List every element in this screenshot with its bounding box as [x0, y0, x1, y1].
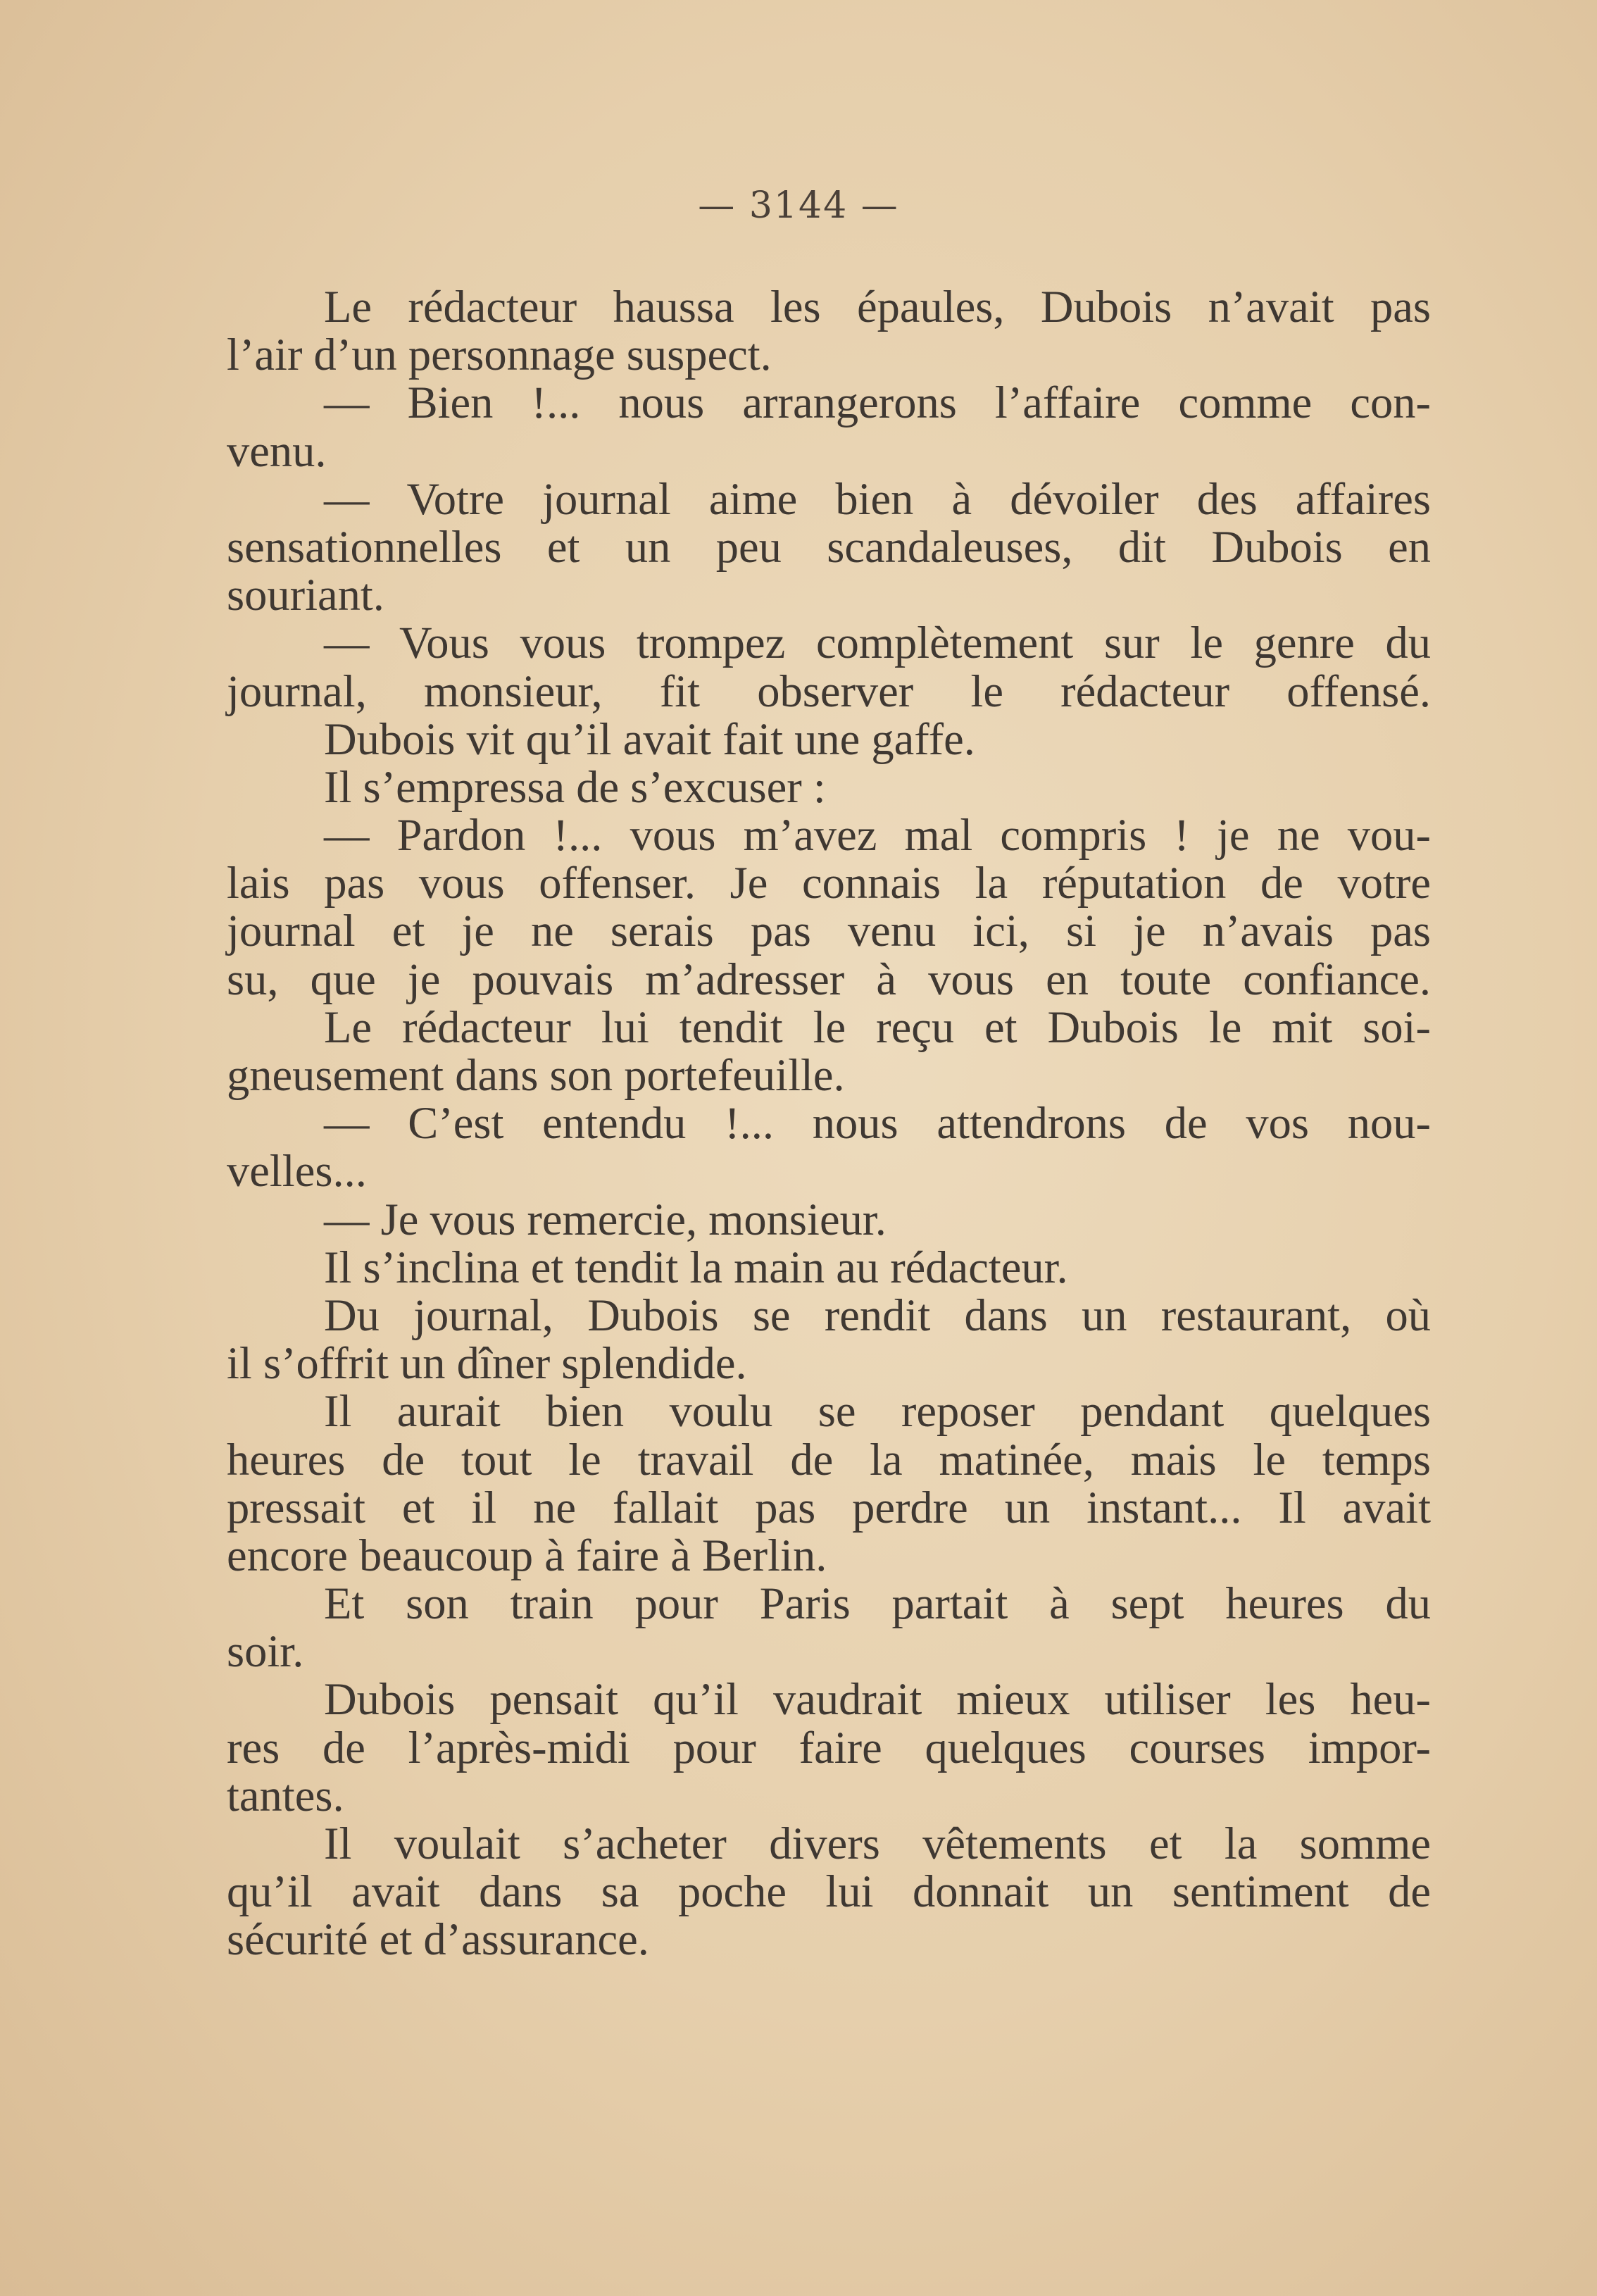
text-line: sécurité et d’assurance. — [227, 1914, 649, 1965]
text-line: Dubois pensait qu’il vaudrait mieux utiliser les heu- — [324, 1674, 1431, 1725]
text-line: il s’offrit un dîner splendide. — [227, 1338, 747, 1389]
text-line: Il s’empressa de s’excuser : — [324, 761, 826, 812]
text-line: Du journal, Dubois se rendit dans un restaurant, où — [324, 1290, 1431, 1340]
page-number: — 3144 — — [698, 185, 899, 227]
text-line: souriant. — [227, 570, 384, 620]
text-line: su, que je pouvais m’adresser à vous en toute confiance. — [227, 954, 1431, 1004]
text-line: journal et je ne serais pas venu ici, si je n’avais pas — [227, 906, 1431, 956]
text-line: tantes. — [227, 1770, 344, 1821]
text-line: venu. — [227, 425, 327, 476]
text-line: Il aurait bien voulu se reposer pendant quelques — [324, 1386, 1431, 1437]
text-line: Dubois vit qu’il avait fait une gaffe. — [324, 713, 975, 764]
text-line: gneusement dans son portefeuille. — [227, 1050, 845, 1100]
text-line: Le rédacteur lui tendit le reçu et Dubois le mit soi- — [324, 1002, 1431, 1052]
text-line: encore beaucoup à faire à Berlin. — [227, 1530, 827, 1580]
text-line: — Vous vous trompez complètement sur le genre du — [324, 618, 1431, 668]
text-line: — Je vous remercie, monsieur. — [324, 1194, 887, 1244]
body-text — [227, 283, 1431, 1964]
text-line: journal, monsieur, fit observer le rédacteur offensé. — [227, 666, 1431, 716]
text-line: — Pardon !... vous m’avez mal compris ! je ne vou- — [324, 810, 1431, 861]
text-line: Il voulait s’acheter divers vêtements et la somme — [324, 1818, 1431, 1868]
text-line: heures de tout le travail de la matinée, mais le temps — [227, 1434, 1431, 1485]
text-line: lais pas vous offenser. Je connais la réputation de votre — [227, 858, 1431, 909]
text-line: soir. — [227, 1626, 304, 1677]
text-line: pressait et il ne fallait pas perdre un instant... Il avait — [227, 1482, 1431, 1533]
text-line: velles... — [227, 1146, 367, 1197]
text-line: sensationnelles et un peu scandaleuses, dit Dubois en — [227, 521, 1431, 572]
text-line: res de l’après-midi pour faire quelques courses impor- — [227, 1722, 1431, 1773]
text-line: Il s’inclina et tendit la main au rédacteur. — [324, 1242, 1068, 1292]
text-line: l’air d’un personnage suspect. — [227, 330, 772, 380]
text-line: Et son train pour Paris partait à sept heures du — [324, 1578, 1431, 1629]
text-line: — C’est entendu !... nous attendrons de vos nou- — [324, 1098, 1431, 1149]
text-line: — Votre journal aime bien à dévoiler des affaires — [324, 473, 1431, 524]
text-line: — Bien !... nous arrangerons l’affaire comme con- — [324, 378, 1431, 428]
text-line: qu’il avait dans sa poche lui donnait un sentiment de — [227, 1866, 1431, 1917]
text-line: Le rédacteur haussa les épaules, Dubois n’avait pas — [324, 282, 1431, 332]
